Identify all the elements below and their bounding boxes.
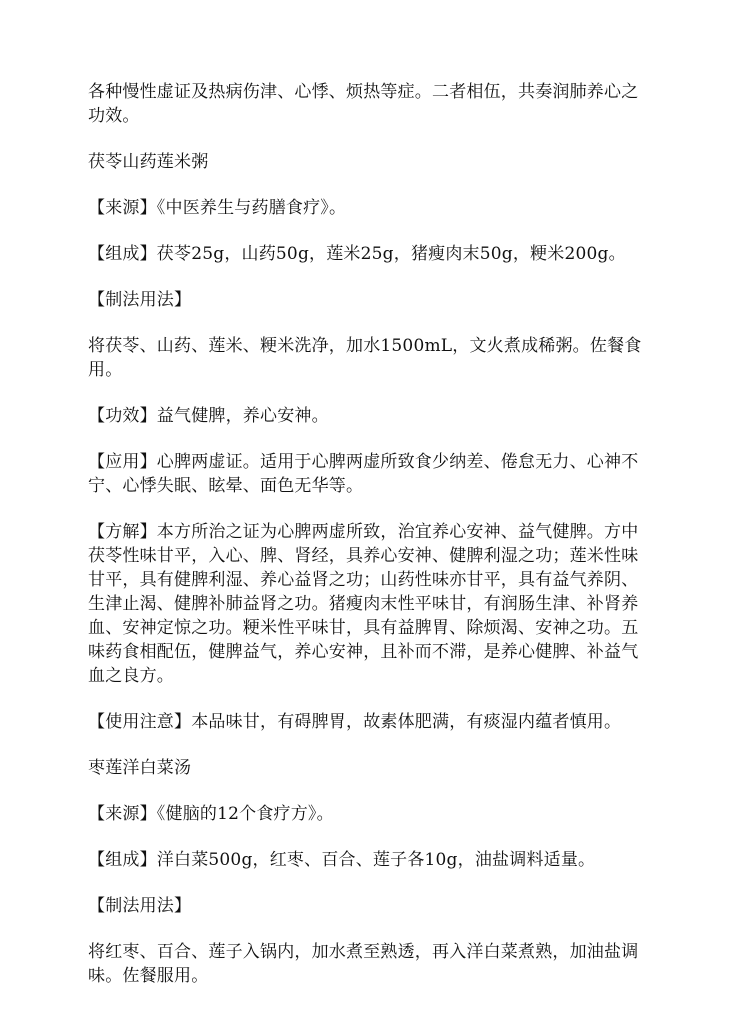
recipe-title-fuling-shanyao-lianmi-zhou: 茯苓山药莲米粥 — [88, 152, 209, 172]
method-text-2: 将红枣、百合、莲子入锅内，加水煮至熟透，再入洋白菜煮熟，加油盐调味。佐餐服用。 — [88, 942, 639, 986]
source-line: 【来源】《中医养生与药膳食疗》。 — [88, 198, 347, 218]
source-line-2: 【来源】《健脑的12个食疗方》。 — [88, 804, 334, 824]
method-heading-2: 【制法用法】 — [88, 896, 192, 916]
method-text: 将茯苓、山药、莲米、粳米洗净，加水1500mL，文火煮成稀粥。佐餐食用。 — [88, 336, 642, 380]
caution-line: 【使用注意】本品味甘，有碍脾胃，故素体肥满，有痰湿内蕴者慎用。 — [88, 712, 622, 732]
application-text: 【应用】心脾两虚证。适用于心脾两虚所致食少纳差、倦怠无力、心神不宁、心悸失眠、眩晕、面色无华等。 — [88, 452, 639, 496]
paragraph-continuation: 各种慢性虚证及热病伤津、心悸、烦热等症。二者相伍，共奏润肺养心之功效。 — [88, 82, 639, 126]
recipe-title-zao-lian-cabbage-soup: 枣莲洋白菜汤 — [88, 758, 192, 778]
explanation-text: 【方解】本方所治之证为心脾两虚所致，治宜养心安神、益气健脾。方中茯苓性味甘平，入心、脾、肾经，具养心安神、健脾利湿之功；莲米性味甘平，具有健脾利湿、养心益肾之功；山药性味亦甘平，具有益气养阴、生津止渴、健脾补肺益肾之功。猪瘦肉末性平味甘，有润肠生津、补肾养血、安神定惊之功。粳米性平味甘，具有益脾胃、除烦渴、安神之功。五味药食相配伍，健脾益气，养心安神，且补而不滞，是养心健脾、补益气血之良方。 — [88, 522, 639, 686]
document-page — [88, 80, 648, 1010]
efficacy-line: 【功效】益气健脾，养心安神。 — [88, 406, 329, 426]
composition-line: 【组成】茯苓25g，山药50g，莲米25g，猪瘦肉末50g，粳米200g。 — [88, 244, 626, 264]
method-heading: 【制法用法】 — [88, 290, 192, 310]
composition-line-2: 【组成】洋白菜500g，红枣、百合、莲子各10g，油盐调料适量。 — [88, 850, 596, 870]
